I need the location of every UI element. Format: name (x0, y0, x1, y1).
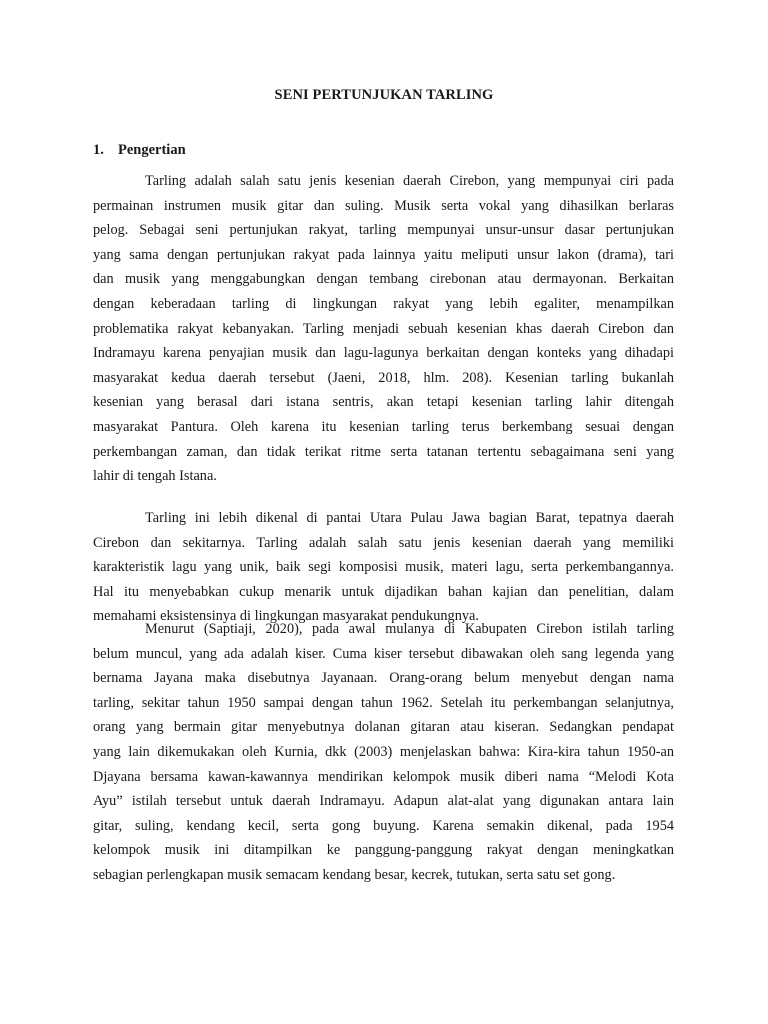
paragraph-3-line: Menurut (Saptiaji, 2020), pada awal mulanya di Kabupaten Cirebon istilah tarling (145, 621, 674, 637)
section-heading (93, 142, 186, 159)
paragraph-1-line: permainan instrumen musik gitar dan suling. Musik serta vokal yang dihasilkan berlaras (93, 197, 674, 214)
paragraph-1-line: kesenian yang berasal dari istana sentris, akan tetapi kesenian tarling lahir ditengah (93, 394, 674, 411)
paragraph-3 (93, 617, 674, 888)
section-number: 1. (93, 142, 104, 158)
paragraph-3-line: Djayana bersama kawan-kawannya mendirikan kelompok musik diberi nama “Melodi Kota (93, 768, 674, 785)
paragraph-2-line: Tarling ini lebih dikenal di pantai Utara Pulau Jawa bagian Barat, tepatnya daerah (145, 510, 674, 526)
paragraph-3-line: kelompok musik ini ditampilkan ke panggung-panggung rakyat dengan meningkatkan (93, 842, 674, 859)
paragraph-1-line: Tarling adalah salah satu jenis kesenian daerah Cirebon, yang mempunyai ciri pada (145, 173, 674, 189)
section-heading-text: Pengertian (118, 142, 186, 158)
paragraph-2-line: memahami eksistensinya di lingkungan masyarakat pendukungnya. (93, 608, 479, 625)
paragraph-1-line: Indramayu karena penyajian musik dan lagu-lagunya berkaitan dengan konteks yang dihadapi (93, 345, 674, 362)
paragraph-3-line: bernama Jayana maka disebutnya Jayanaan. Orang-orang belum menyebut dengan nama (93, 670, 674, 687)
paragraph-2-line: Cirebon dan sekitarnya. Tarling adalah salah satu jenis kesenian daerah yang memiliki (93, 534, 674, 551)
paragraph-3-line: orang yang bermain gitar menyebutnya dolanan gitaran atau kiseran. Sedangkan pendapat (93, 719, 674, 736)
paragraph-2 (93, 506, 674, 629)
paragraph-3-line: gitar, suling, kendang kecil, serta gong buyung. Karena semakin dikenal, pada 1954 (93, 817, 674, 834)
paragraph-1-line: dengan keberadaan tarling di lingkungan rakyat yang lebih egaliter, menampilkan (93, 295, 674, 312)
paragraph-1-line: dan musik yang menggabungkan dengan tembang cirebonan atau dermayonan. Berkaitan (93, 271, 674, 288)
document-title: SENI PERTUNJUKAN TARLING (274, 87, 494, 103)
paragraph-3-line: sebagian perlengkapan musik semacam kendang besar, kecrek, tutukan, serta satu set gong. (93, 866, 616, 883)
paragraph-1-line: lahir di tengah Istana. (93, 468, 217, 485)
paragraph-2-line: karakteristik lagu yang unik, baik segi komposisi musik, materi lagu, serta perkembangannya. (93, 559, 674, 576)
paragraph-1-line: masyarakat Pantura. Oleh karena itu kesenian tarling terus berkembang sesuai dengan (93, 418, 674, 435)
paragraph-3-line: belum muncul, yang ada adalah kiser. Cuma kiser tersebut dibawakan oleh sang legenda yang (93, 645, 674, 662)
paragraph-2-line: Hal itu menyebabkan cukup menarik untuk dijadikan bahan kajian dan penelitian, dalam (93, 583, 674, 600)
paragraph-1 (93, 169, 674, 489)
paragraph-3-line: Ayu” istilah tersebut untuk daerah Indramayu. Adapun alat-alat yang digunakan antara lain (93, 793, 674, 810)
paragraph-3-line: tarling, sekitar tahun 1950 sampai dengan tahun 1962. Setelah itu perkembangan selanjutnya, (93, 694, 674, 711)
paragraph-1-line: masyarakat kedua daerah tersebut (Jaeni, 2018, hlm. 208). Kesenian tarling bukanlah (93, 369, 674, 386)
paragraph-1-line: perkembangan zaman, dan tidak terikat ritme serta tatanan tertentu sebagaimana seni yang (93, 443, 674, 460)
paragraph-1-line: yang sama dengan pertunjukan rakyat pada lainnya yaitu meliputi unsur lakon (drama), tari (93, 246, 674, 263)
paragraph-3-line: yang lain dikemukakan oleh Kurnia, dkk (2003) menjelaskan bahwa: Kira-kira tahun 1950-an (93, 743, 674, 760)
paragraph-1-line: pelog. Sebagai seni pertunjukan rakyat, tarling mempunyai unsur-unsur dasar pertunjukan (93, 222, 674, 239)
paragraph-1-line: problematika rakyat kebanyakan. Tarling menjadi sebuah kesenian khas daerah Cirebon dan (93, 320, 674, 337)
